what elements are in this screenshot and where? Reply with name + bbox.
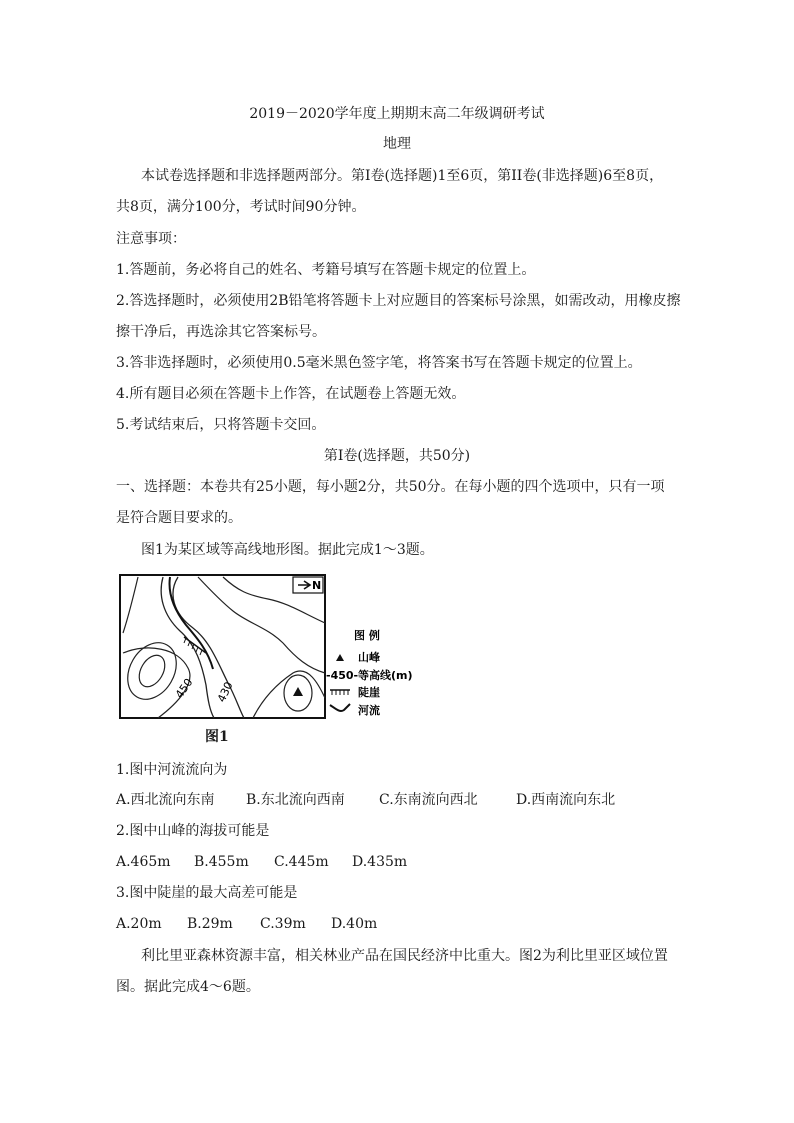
legend-peak-icon: [336, 654, 344, 661]
notice-item-1: 1.答题前，务必将自己的姓名、考籍号填写在答题卡规定的位置上。: [116, 262, 536, 278]
legend-cliff-icon: [332, 690, 348, 695]
notice-item-2a: 2.答选择题时，必须使用2B铅笔将答题卡上对应题目的答案标号涂黑，如需改动，用橡皮擦: [116, 293, 681, 309]
figure-1-intro: 图1为某区域等高线地形图。据此完成1～3题。: [141, 542, 434, 558]
north-label: N: [312, 579, 322, 592]
question-3-option-a: A.20m: [116, 916, 162, 932]
passage-2-line-1: 利比里亚森林资源丰富，相关林业产品在国民经济中比重大。图2为利比里亚区域位置: [141, 948, 668, 964]
section-heading: 第Ⅰ卷(选择题，共50分): [323, 448, 471, 464]
passage-2-line-2: 图。据此完成4～6题。: [116, 979, 260, 995]
question-2-option-d: D.435m: [352, 854, 408, 870]
question-1-option-b: B.东北流向西南: [246, 792, 345, 808]
legend-contour-label: 等高线(m): [358, 669, 413, 682]
question-2-option-b: B.455m: [194, 854, 249, 870]
question-2-option-a: A.465m: [116, 854, 171, 870]
legend-contour-value: -450-: [326, 669, 359, 682]
contour-label-450: 450: [172, 676, 196, 701]
notice-item-4: 4.所有题目必须在答题卡上作答，在试题卷上答题无效。: [116, 386, 466, 402]
contour-label-430: 430: [214, 679, 236, 705]
section-instructions-2: 是符合题目要求的。: [116, 510, 242, 526]
legend-river-icon: [330, 704, 350, 711]
question-1-option-a: A.西北流向东南: [116, 792, 215, 808]
legend-title: 图 例: [354, 629, 380, 642]
notice-item-5: 5.考试结束后，只将答题卡交回。: [116, 417, 326, 433]
subject-title: 地理: [383, 136, 411, 152]
intro-line-1: 本试卷选择题和非选择题两部分。第Ⅰ卷(选择题)1至6页，第II卷(非选择题)6至8页，: [141, 168, 664, 184]
notice-heading: 注意事项：: [116, 231, 186, 247]
intro-line-2: 共8页，满分100分，考试时间90分钟。: [116, 199, 366, 215]
figure-1-caption: 图1: [205, 729, 229, 745]
question-2-stem: 2.图中山峰的海拔可能是: [116, 823, 270, 839]
contour-map-figure: [118, 573, 438, 723]
question-3-option-c: C.39m: [260, 916, 306, 932]
question-1-option-d: D.西南流向东北: [516, 792, 616, 808]
legend-cliff-label: 陡崖: [358, 686, 380, 699]
notice-item-3: 3.答非选择题时，必须使用0.5毫米黑色签字笔，将答案书写在答题卡规定的位置上。: [116, 355, 642, 371]
question-3-option-d: D.40m: [331, 916, 378, 932]
section-instructions-1: 一、选择题：本卷共有25小题，每小题2分，共50分。在每小题的四个选项中，只有一项: [116, 479, 665, 495]
notice-item-2b: 擦干净后，再选涂其它答案标号。: [116, 324, 326, 340]
legend-river-label: 河流: [358, 704, 380, 717]
question-1-stem: 1.图中河流流向为: [116, 762, 228, 778]
exam-title: 2019－2020学年度上期期末高二年级调研考试: [249, 106, 545, 122]
question-2-option-c: C.445m: [274, 854, 329, 870]
question-1-option-c: C.东南流向西北: [379, 792, 478, 808]
legend-peak-label: 山峰: [358, 651, 380, 664]
question-3-stem: 3.图中陡崖的最大高差可能是: [116, 885, 298, 901]
question-3-option-b: B.29m: [187, 916, 233, 932]
